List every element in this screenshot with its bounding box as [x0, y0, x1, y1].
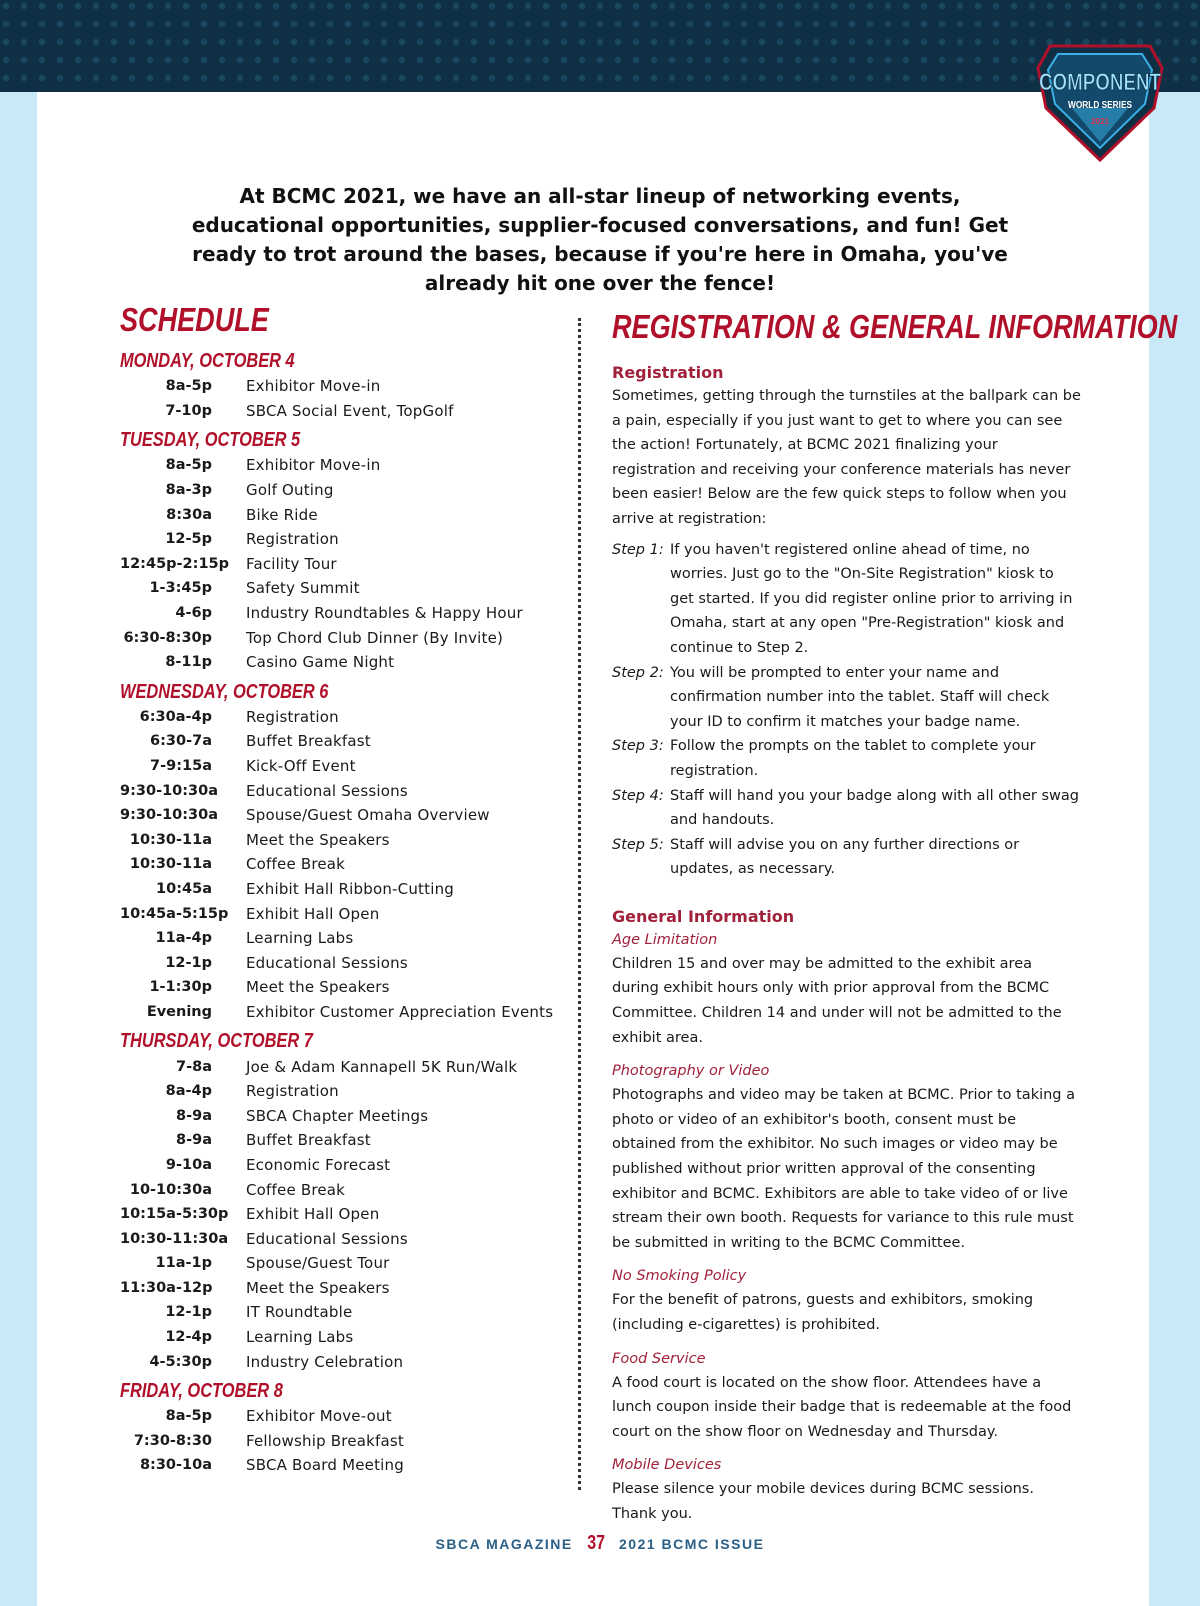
schedule-row [120, 576, 560, 601]
footer-magazine: SBCA MAGAZINE [435, 1536, 573, 1552]
step-label: Step 4: [612, 787, 664, 804]
event-time: 11a-4p [155, 930, 212, 947]
event-name: Spouse/Guest Omaha Overview [246, 806, 490, 825]
event-time: 7-9:15a [150, 758, 212, 775]
schedule-row [120, 650, 560, 675]
event-name: Registration [246, 707, 339, 726]
step-text: Staff will hand you your badge along with all other swag and handouts. [670, 787, 1079, 829]
info-item-text: A food court is located on the show floor. Attendees have a lunch coupon inside their badge that is redeemable at the food court on the show floor on Wednesday and Thursday. [612, 1374, 1072, 1440]
schedule-row [120, 1300, 560, 1325]
event-name: Meet the Speakers [246, 830, 390, 849]
info-item-title: Mobile Devices [612, 1457, 722, 1474]
schedule-list [120, 348, 560, 1478]
schedule-column [120, 300, 560, 1478]
event-time: 10:45a [156, 880, 212, 897]
general-info-list [612, 928, 1082, 1527]
event-name: Learning Labs [246, 929, 354, 948]
event-time: 12-1p [165, 1304, 212, 1321]
step-label: Step 5: [612, 836, 664, 853]
event-time: 9-10a [165, 1156, 212, 1173]
event-time: 10:30-11:30a [120, 1230, 229, 1247]
registration-step [612, 538, 1082, 661]
event-name: Industry Celebration [246, 1352, 404, 1371]
registration-heading: Registration [612, 363, 724, 382]
schedule-row [120, 1325, 560, 1350]
step-label: Step 1: [612, 541, 664, 558]
registration-intro: Sometimes, getting through the turnstiles at the ballpark can be a pain, especially if you just want to get to where you can see the action! Fortunately, at BCMC 2021 finalizing your registration and receiving your conference materials has never been easier! Below are the few quick steps to follow when you arrive at registration: [612, 388, 1081, 527]
registration-step [612, 784, 1082, 833]
info-item-text: For the benefit of patrons, guests and exhibitors, smoking (including e-cigarettes) is prohibited. [612, 1292, 1034, 1333]
step-label: Step 2: [612, 664, 664, 681]
info-item-text: Please silence your mobile devices during BCMC sessions. Thank you. [612, 1481, 1034, 1522]
info-item-title: Photography or Video [612, 1063, 770, 1080]
event-time: 10:45a-5:15p [120, 905, 229, 922]
schedule-title: SCHEDULE [120, 301, 269, 338]
event-time: 8-11p [165, 654, 212, 671]
schedule-row [120, 1128, 560, 1153]
schedule-row [120, 877, 560, 902]
schedule-row [120, 828, 560, 853]
info-title: REGISTRATION & GENERAL INFORMATION [612, 308, 1178, 345]
schedule-row [120, 705, 560, 730]
event-name: Exhibitor Move-in [246, 456, 381, 475]
schedule-row [120, 1226, 560, 1251]
event-name: SBCA Chapter Meetings [246, 1106, 429, 1125]
event-name: Educational Sessions [246, 781, 408, 800]
intro-text: At BCMC 2021, we have an all-star lineup of networking events, educational opportunities, supplier-focused conversations, and fun! Get ready to trot around the bases, because if you're here in Omaha, you've already hit one over the fence! [191, 184, 1009, 295]
event-name: Coffee Break [246, 855, 346, 874]
info-item-text: Children 15 and over may be admitted to the exhibit area during exhibit hours only with prior approval from the BCMC Committee. Children 14 and under will not be admitted to the exhibit area. [612, 955, 1062, 1046]
event-time: 8:30a [166, 506, 212, 523]
event-name: IT Roundtable [246, 1303, 353, 1322]
event-name: Registration [246, 530, 339, 549]
event-time: 6:30-7a [150, 733, 212, 750]
schedule-row [120, 1453, 560, 1478]
schedule-row [120, 803, 560, 828]
event-name: Golf Outing [246, 481, 334, 500]
schedule-row [120, 950, 560, 975]
component-world-series-logo [1032, 38, 1168, 166]
event-time: 9:30-10:30a [120, 807, 219, 824]
event-name: Coffee Break [246, 1180, 346, 1199]
event-name: Exhibitor Customer Appreciation Events [246, 1002, 554, 1021]
event-time: 7:30-8:30 [133, 1432, 212, 1449]
event-time: 9:30-10:30a [120, 782, 219, 799]
event-name: Spouse/Guest Tour [246, 1254, 390, 1273]
event-name: Kick-Off Event [246, 757, 356, 776]
event-name: Exhibit Hall Open [246, 1205, 380, 1224]
schedule-row [120, 1000, 560, 1025]
footer-issue: 2021 BCMC ISSUE [619, 1536, 765, 1552]
event-time: 4-6p [175, 605, 212, 622]
event-time: 11a-1p [155, 1255, 212, 1272]
schedule-row [120, 399, 560, 424]
event-time: 10:15a-5:30p [120, 1206, 229, 1223]
event-name: SBCA Board Meeting [246, 1456, 404, 1475]
registration-step [612, 734, 1082, 783]
schedule-row [120, 527, 560, 552]
event-name: Fellowship Breakfast [246, 1431, 404, 1450]
schedule-row [120, 625, 560, 650]
schedule-row [120, 1079, 560, 1104]
event-name: Top Chord Club Dinner (By Invite) [246, 628, 504, 647]
schedule-row [120, 1202, 560, 1227]
event-time: 8a-3p [165, 482, 212, 499]
info-item-title: Age Limitation [612, 931, 718, 948]
registration-step [612, 661, 1082, 735]
event-time: 4-5:30p [149, 1353, 212, 1370]
general-info-heading: General Information [612, 906, 795, 926]
schedule-row [120, 729, 560, 754]
event-name: Joe & Adam Kannapell 5K Run/Walk [246, 1057, 518, 1076]
day-heading: TUESDAY, OCTOBER 5 [120, 429, 301, 452]
day-heading: WEDNESDAY, OCTOBER 6 [120, 680, 329, 703]
event-time: 7-8a [176, 1058, 212, 1075]
schedule-row [120, 901, 560, 926]
event-name: Learning Labs [246, 1328, 354, 1347]
schedule-row [120, 1404, 560, 1429]
info-item-title: No Smoking Policy [612, 1268, 747, 1285]
event-name: Exhibitor Move-out [246, 1407, 392, 1426]
schedule-row [120, 975, 560, 1000]
schedule-row [120, 852, 560, 877]
page-footer [0, 1532, 1200, 1555]
event-name: Safety Summit [246, 579, 360, 598]
event-time: 8a-5p [165, 378, 212, 395]
registration-steps [612, 538, 1082, 882]
event-name: Buffet Breakfast [246, 732, 371, 751]
event-name: Exhibit Hall Open [246, 904, 380, 923]
schedule-row [120, 478, 560, 503]
info-item-text: Photographs and video may be taken at BCMC. Prior to taking a photo or video of an exhibitor's booth, consent must be obtained from the exhibitor. No such images or video may be published without prior written approval of the consenting exhibitor and BCMC. Exhibitors are able to take video of or live stream their own booth. Requests for variance to this rule must be submitted in writing to the BCMC Committee. [612, 1087, 1076, 1251]
event-name: Meet the Speakers [246, 1278, 390, 1297]
header-band [0, 0, 1200, 92]
event-time: Evening [146, 1003, 212, 1020]
event-name: Exhibitor Move-in [246, 377, 381, 396]
event-time: 8a-5p [165, 1408, 212, 1425]
schedule-row [120, 1276, 560, 1301]
event-name: SBCA Social Event, TopGolf [246, 401, 454, 420]
event-time: 6:30a-4p [139, 708, 212, 725]
event-name: Facility Tour [246, 554, 337, 573]
event-time: 12-1p [165, 954, 212, 971]
event-name: Buffet Breakfast [246, 1131, 371, 1150]
event-time: 10:30-11a [129, 831, 212, 848]
schedule-row [120, 754, 560, 779]
event-name: Educational Sessions [246, 953, 408, 972]
step-label: Step 3: [612, 738, 664, 755]
event-time: 6:30-8:30p [123, 629, 212, 646]
event-time: 11:30a-12p [120, 1279, 213, 1296]
step-text: Follow the prompts on the tablet to complete your registration. [670, 738, 1036, 779]
info-item-title: Food Service [612, 1350, 706, 1367]
schedule-row [120, 601, 560, 626]
schedule-row [120, 1153, 560, 1178]
page-number: 37 [586, 1532, 605, 1554]
logo-line1: COMPONENT [1039, 69, 1162, 96]
event-time: 10-10:30a [129, 1181, 212, 1198]
event-name: Exhibit Hall Ribbon-Cutting [246, 879, 455, 898]
event-name: Meet the Speakers [246, 978, 390, 997]
event-name: Industry Roundtables & Happy Hour [246, 604, 523, 623]
event-time: 8:30-10a [139, 1457, 212, 1474]
event-time: 1-3:45p [149, 580, 212, 597]
event-time: 8-9a [176, 1132, 212, 1149]
schedule-row [120, 1177, 560, 1202]
event-name: Economic Forecast [246, 1155, 391, 1174]
event-time: 12-5p [165, 531, 212, 548]
event-name: Bike Ride [246, 505, 318, 524]
schedule-row [120, 1103, 560, 1128]
event-time: 12-4p [165, 1329, 212, 1346]
event-time: 7-10p [165, 402, 212, 419]
logo-line3: 2021 [1091, 117, 1109, 126]
event-time: 12:45p-2:15p [120, 555, 229, 572]
schedule-row [120, 374, 560, 399]
schedule-row [120, 1251, 560, 1276]
schedule-row [120, 1054, 560, 1079]
info-column [612, 306, 1178, 1527]
event-time: 1-1:30p [149, 979, 212, 996]
schedule-row [120, 1429, 560, 1454]
event-name: Casino Game Night [246, 653, 395, 672]
event-name: Registration [246, 1082, 339, 1101]
event-time: 8a-4p [165, 1083, 212, 1100]
day-heading: FRIDAY, OCTOBER 8 [120, 1379, 283, 1402]
registration-step [612, 833, 1082, 882]
schedule-row [120, 453, 560, 478]
step-text: If you haven't registered online ahead of time, no worries. Just go to the "On-Site Registration" kiosk to get started. If you did register online prior to arriving in Omaha, start at any open "Pre-Registration" kiosk and continue to Step 2. [670, 541, 1073, 656]
day-heading: MONDAY, OCTOBER 4 [120, 350, 295, 372]
step-text: You will be prompted to enter your name and confirmation number into the tablet. Staff will check your ID to confirm it matches your badge name. [670, 664, 1050, 730]
event-time: 8a-5p [165, 457, 212, 474]
schedule-row [120, 1349, 560, 1374]
event-time: 8-9a [176, 1107, 212, 1124]
schedule-row [120, 778, 560, 803]
schedule-row [120, 926, 560, 951]
day-heading: THURSDAY, OCTOBER 7 [120, 1030, 313, 1053]
event-time: 10:30-11a [129, 856, 212, 873]
event-name: Educational Sessions [246, 1229, 408, 1248]
logo-line2: WORLD SERIES [1068, 100, 1133, 111]
schedule-row [120, 502, 560, 527]
column-divider [578, 318, 581, 1490]
step-text: Staff will advise you on any further directions or updates, as necessary. [670, 836, 1020, 878]
schedule-row [120, 552, 560, 577]
